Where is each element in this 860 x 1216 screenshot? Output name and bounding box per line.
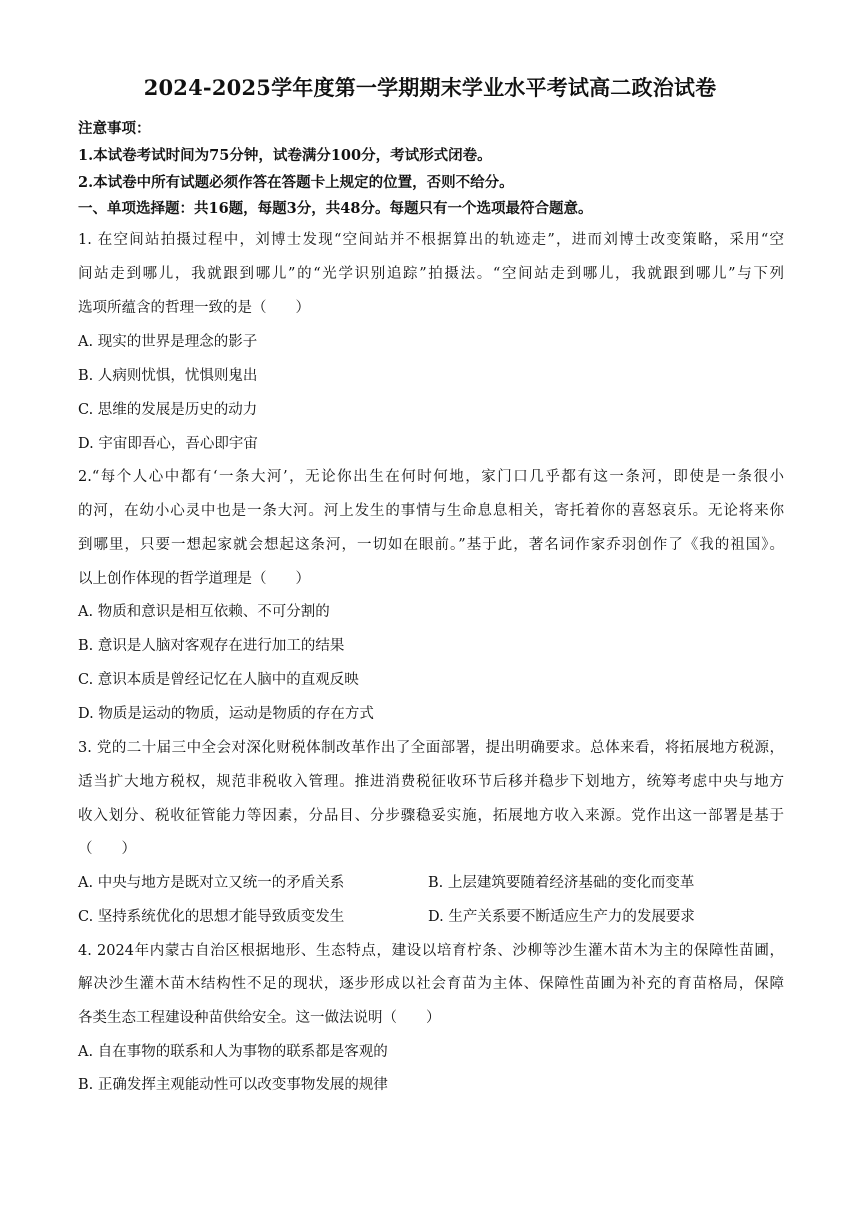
question-2-option-a: A. 物质和意识是相互依赖、不可分割的 xyxy=(78,604,330,620)
question-2-line-1: 2.“每个人心中都有‘一条大河’，无论你出生在何时何地，家门口几乎都有这一条河，即使是一条很小 xyxy=(78,469,784,485)
notice-item-2: 2.本试卷中所有试题必须作答在答题卡上规定的位置，否则不给分。 xyxy=(78,174,514,191)
question-1-line-3: 选项所蕴含的哲理一致的是（ ） xyxy=(78,300,310,316)
question-4-option-b: B. 正确发挥主观能动性可以改变事物发展的规律 xyxy=(78,1077,388,1093)
question-1-option-b: B. 人病则忧惧，忧惧则鬼出 xyxy=(78,368,258,384)
question-1-option-d: D. 宇宙即吾心，吾心即宇宙 xyxy=(78,436,258,452)
question-2-line-3: 到哪里，只要一想起家就会想起这条河，一切如在眼前。”基于此，著名词作家乔羽创作了《我的祖国》。 xyxy=(78,537,784,553)
question-4-line-2: 解决沙生灌木苗木结构性不足的现状，逐步形成以社会育苗为主体、保障性苗圃为补充的育苗格局，保障 xyxy=(78,976,784,992)
question-4-option-a: A. 自在事物的联系和人为事物的联系都是客观的 xyxy=(78,1044,388,1060)
question-2-option-d: D. 物质是运动的物质，运动是物质的存在方式 xyxy=(78,706,374,722)
question-3-line-2: 适当扩大地方税权，规范非税收入管理。推进消费税征收环节后移并稳步下划地方，统筹考虑中央与地方 xyxy=(78,774,784,790)
question-1-line-2: 间站走到哪儿，我就跟到哪儿”的“光学识别追踪”拍摄法。“空间站走到哪儿，我就跟到哪儿”与下列 xyxy=(78,266,784,282)
question-4-line-1: 4. 2024年内蒙古自治区根据地形、生态特点，建设以培育柠条、沙柳等沙生灌木苗木为主的保障性苗圃， xyxy=(78,943,784,959)
question-2-line-2: 的河，在幼小心灵中也是一条大河。河上发生的事情与生命息息相关，寄托着你的喜怒哀乐。无论将来你 xyxy=(78,503,784,519)
question-3-option-b: B. 上层建筑要随着经济基础的变化而变革 xyxy=(428,875,695,891)
question-1-option-c: C. 思维的发展是历史的动力 xyxy=(78,402,258,418)
question-3-option-d: D. 生产关系要不断适应生产力的发展要求 xyxy=(428,909,695,925)
question-2-option-c: C. 意识本质是曾经记忆在人脑中的直观反映 xyxy=(78,672,359,688)
question-3-option-a: A. 中央与地方是既对立又统一的矛盾关系 xyxy=(78,875,345,891)
question-4-line-3: 各类生态工程建设种苗供给安全。这一做法说明（ ） xyxy=(78,1010,441,1026)
question-3-line-1: 3. 党的二十届三中全会对深化财税体制改革作出了全面部署，提出明确要求。总体来看，将拓展地方税源， xyxy=(78,740,784,756)
question-3-line-4: （ ） xyxy=(78,841,136,857)
question-3-option-c: C. 坚持系统优化的思想才能导致质变发生 xyxy=(78,909,345,925)
notice-item-1: 1.本试卷考试时间为75分钟，试卷满分100分，考试形式闭卷。 xyxy=(78,147,492,164)
question-3-line-3: 收入划分、税收征管能力等因素，分品目、分步骤稳妥实施，拓展地方收入来源。党作出这一部署是基于 xyxy=(78,808,784,824)
question-2-line-4: 以上创作体现的哲学道理是（ ） xyxy=(78,571,310,587)
question-1-option-a: A. 现实的世界是理念的影子 xyxy=(78,334,258,350)
page-title: 2024-2025学年度第一学期期末学业水平考试高二政治试卷 xyxy=(143,75,717,100)
question-2-option-b: B. 意识是人脑对客观存在进行加工的结果 xyxy=(78,638,345,654)
notice-heading: 注意事项： xyxy=(78,120,151,137)
question-1-line-1: 1. 在空间站拍摄过程中，刘博士发现“空间站并不根据算出的轨迹走”，进而刘博士改变策略，采用“空 xyxy=(78,232,784,248)
section-heading: 一、单项选择题：共16题，每题3分，共48分。每题只有一个选项最符合题意。 xyxy=(78,200,593,217)
